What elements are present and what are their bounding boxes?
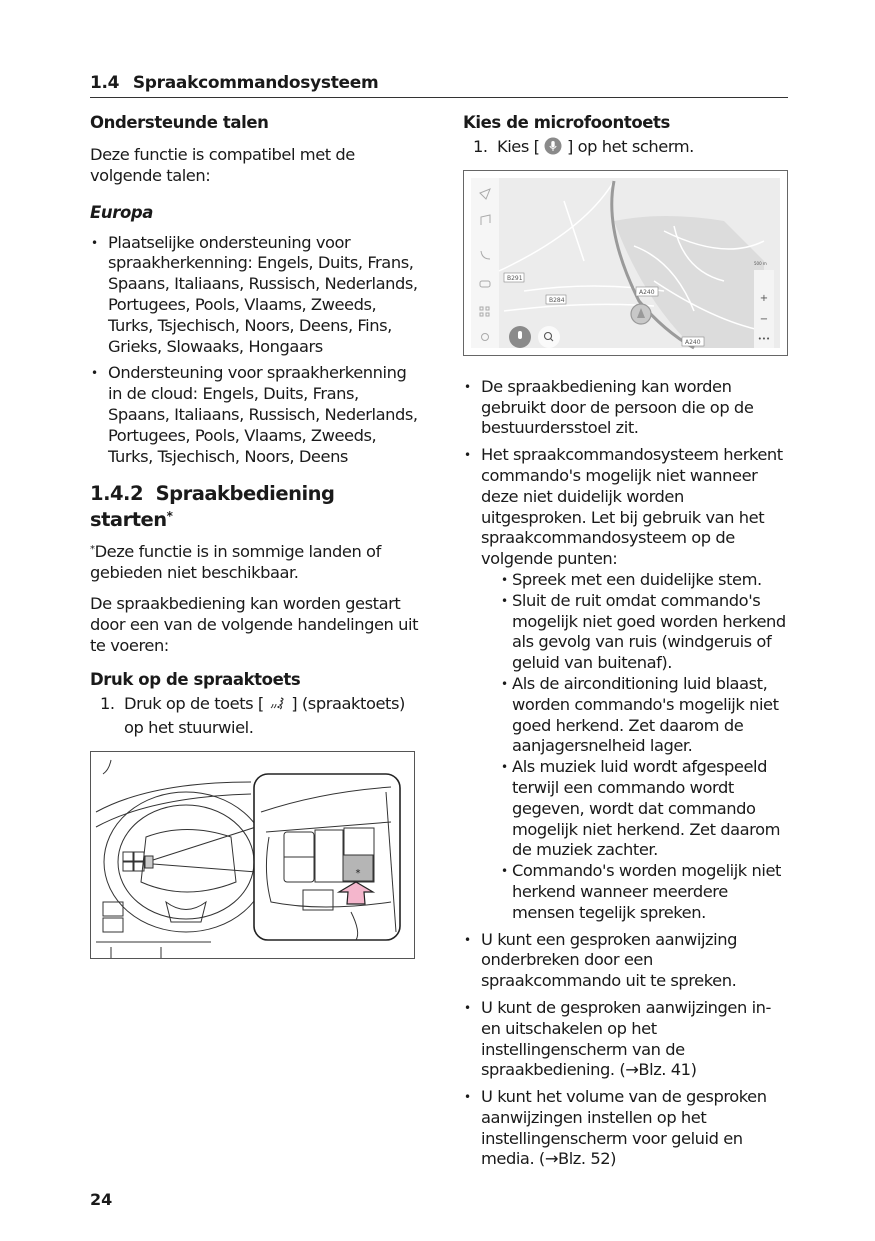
svg-text:500 m: 500 m <box>754 260 767 266</box>
region-heading: Europa <box>90 202 154 222</box>
language-list <box>90 233 420 468</box>
notes-list-item: • De spraakbediening kan worden gebruikt door de persoon die op de bestuurdersstoel zit. <box>463 377 789 439</box>
map-screen-illustration <box>464 171 787 355</box>
language-list-item: • Plaatselijke ondersteuning voor spraakherkenning: Engels, Duits, Frans, Spaans, Italiaans, Russisch, Nederlands, Portugees, Pools, Vlaams, Zweeds, Turks, Tsjechisch, Noors, Deens, Fins, Grieks, Slowaaks, Hongaars <box>90 233 420 358</box>
talk-switch-heading: Druk op de spraaktoets <box>90 670 301 690</box>
footnote: *Deze functie is in sommige landen of gebieden niet beschikbaar. <box>90 542 381 583</box>
section-title <box>90 481 420 533</box>
notes-list-item: • U kunt een gesproken aanwijzing onderbreken door een spraakcommando uit te spreken. <box>463 930 789 992</box>
section-title-text: Spraakbediening starten <box>90 482 335 532</box>
mic-heading: Kies de microfoontoets <box>463 113 670 132</box>
start-intro: De spraakbediening kan worden gestart door een van de volgende handelingen uit te voeren: <box>90 593 419 655</box>
section-title-mark: * <box>166 509 173 524</box>
talk-switch-step: 1. Druk op de toets [ ] (spraaktoets) op het stuurwiel. <box>100 694 405 738</box>
header-section-number: 1.4 <box>90 73 120 93</box>
talk-switch-icon <box>269 696 287 718</box>
notes-list-item: • Het spraakcommandosysteem herkent commando's mogelijk niet wanneer deze niet duidelijk worden uitgesproken. Let bij gebruik van het spraakcommandosysteem op de volgende punten: • Spreek met een duidelijke stem. • Sluit de ruit omdat commando's mogelijk niet goed worden herkend als gevolg van ruis (windgeruis of geluid van buitenaf). • Als de airconditioning luid blaast, worden commando's mogelijk niet goed herkend. Zet daarom de aanjagersnelheid lager. • Als muziek luid wordt afgespeeld terwijl een commando wordt gegeven, wordt dat commando mogelijk niet herkend. Zet daarom de muziek zachter. • Commando's worden mogelijk niet herkend wanneer meerdere mensen tegelijk spreken. <box>463 445 789 923</box>
map-screen-figure <box>463 170 788 356</box>
header-section-title: Spraakcommandosysteem <box>132 73 379 93</box>
tips-list-item: • Als muziek luid wordt afgespeeld terwijl een commando wordt gegeven, wordt dat commando mogelijk niet herkend. Zet daarom de muziek zachter. <box>501 757 789 861</box>
zoom-out-button: − <box>759 313 769 325</box>
page-number: 24 <box>90 1190 113 1209</box>
tips-list-item: • Als de airconditioning luid blaast, worden commando's mogelijk niet goed herkend. Zet daarom de aanjagersnelheid lager. <box>501 674 789 757</box>
more-button: ••• <box>757 334 771 343</box>
tips-list-item: • Spreek met een duidelijke stem. <box>501 570 789 591</box>
language-list-item: • Ondersteuning voor spraakherkenning in de cloud: Engels, Duits, Frans, Spaans, Italiaans, Russisch, Nederlands, Portugees, Pools, Vlaams, Zweeds, Turks, Tsjechisch, Noors, Deens <box>90 363 420 467</box>
svg-text:A240: A240 <box>685 338 701 346</box>
svg-text:A240: A240 <box>639 288 655 296</box>
microphone-icon <box>544 137 562 161</box>
zoom-in-button: + <box>759 292 769 304</box>
steering-wheel-figure <box>90 751 415 959</box>
tips-list-item: • Commando's worden mogelijk niet herkend wanneer meerdere mensen tegelijk spreken. <box>501 861 789 923</box>
svg-text:⁎: ⁎ <box>355 864 361 876</box>
supported-languages-heading: Ondersteunde talen <box>90 113 269 132</box>
section-number: 1.4.2 <box>90 482 144 506</box>
svg-text:B284: B284 <box>549 296 565 304</box>
notes-list-item: • U kunt het volume van de gesproken aanwijzingen instellen op het instellingenscherm voor geluid en media. (→Blz. 52) <box>463 1087 789 1170</box>
supported-languages-intro: Deze functie is compatibel met de volgende talen: <box>90 145 355 185</box>
notes-list <box>463 377 789 1170</box>
map-search-button <box>538 326 560 348</box>
tips-list <box>481 570 789 924</box>
mic-step: 1. Kies [ ] op het scherm. <box>463 137 789 161</box>
left-column <box>90 112 420 959</box>
right-column <box>463 112 789 1170</box>
tips-list-item: • Sluit de ruit omdat commando's mogelijk niet goed worden herkend als gevolg van ruis (windgeruis of geluid van buitenaf). <box>501 591 789 674</box>
steering-wheel-illustration <box>91 752 414 958</box>
svg-text:B291: B291 <box>507 274 523 282</box>
page-header <box>90 73 788 98</box>
notes-list-item: • U kunt de gesproken aanwijzingen in- en uitschakelen op het instellingenscherm van de spraakbediening. (→Blz. 41) <box>463 998 789 1081</box>
